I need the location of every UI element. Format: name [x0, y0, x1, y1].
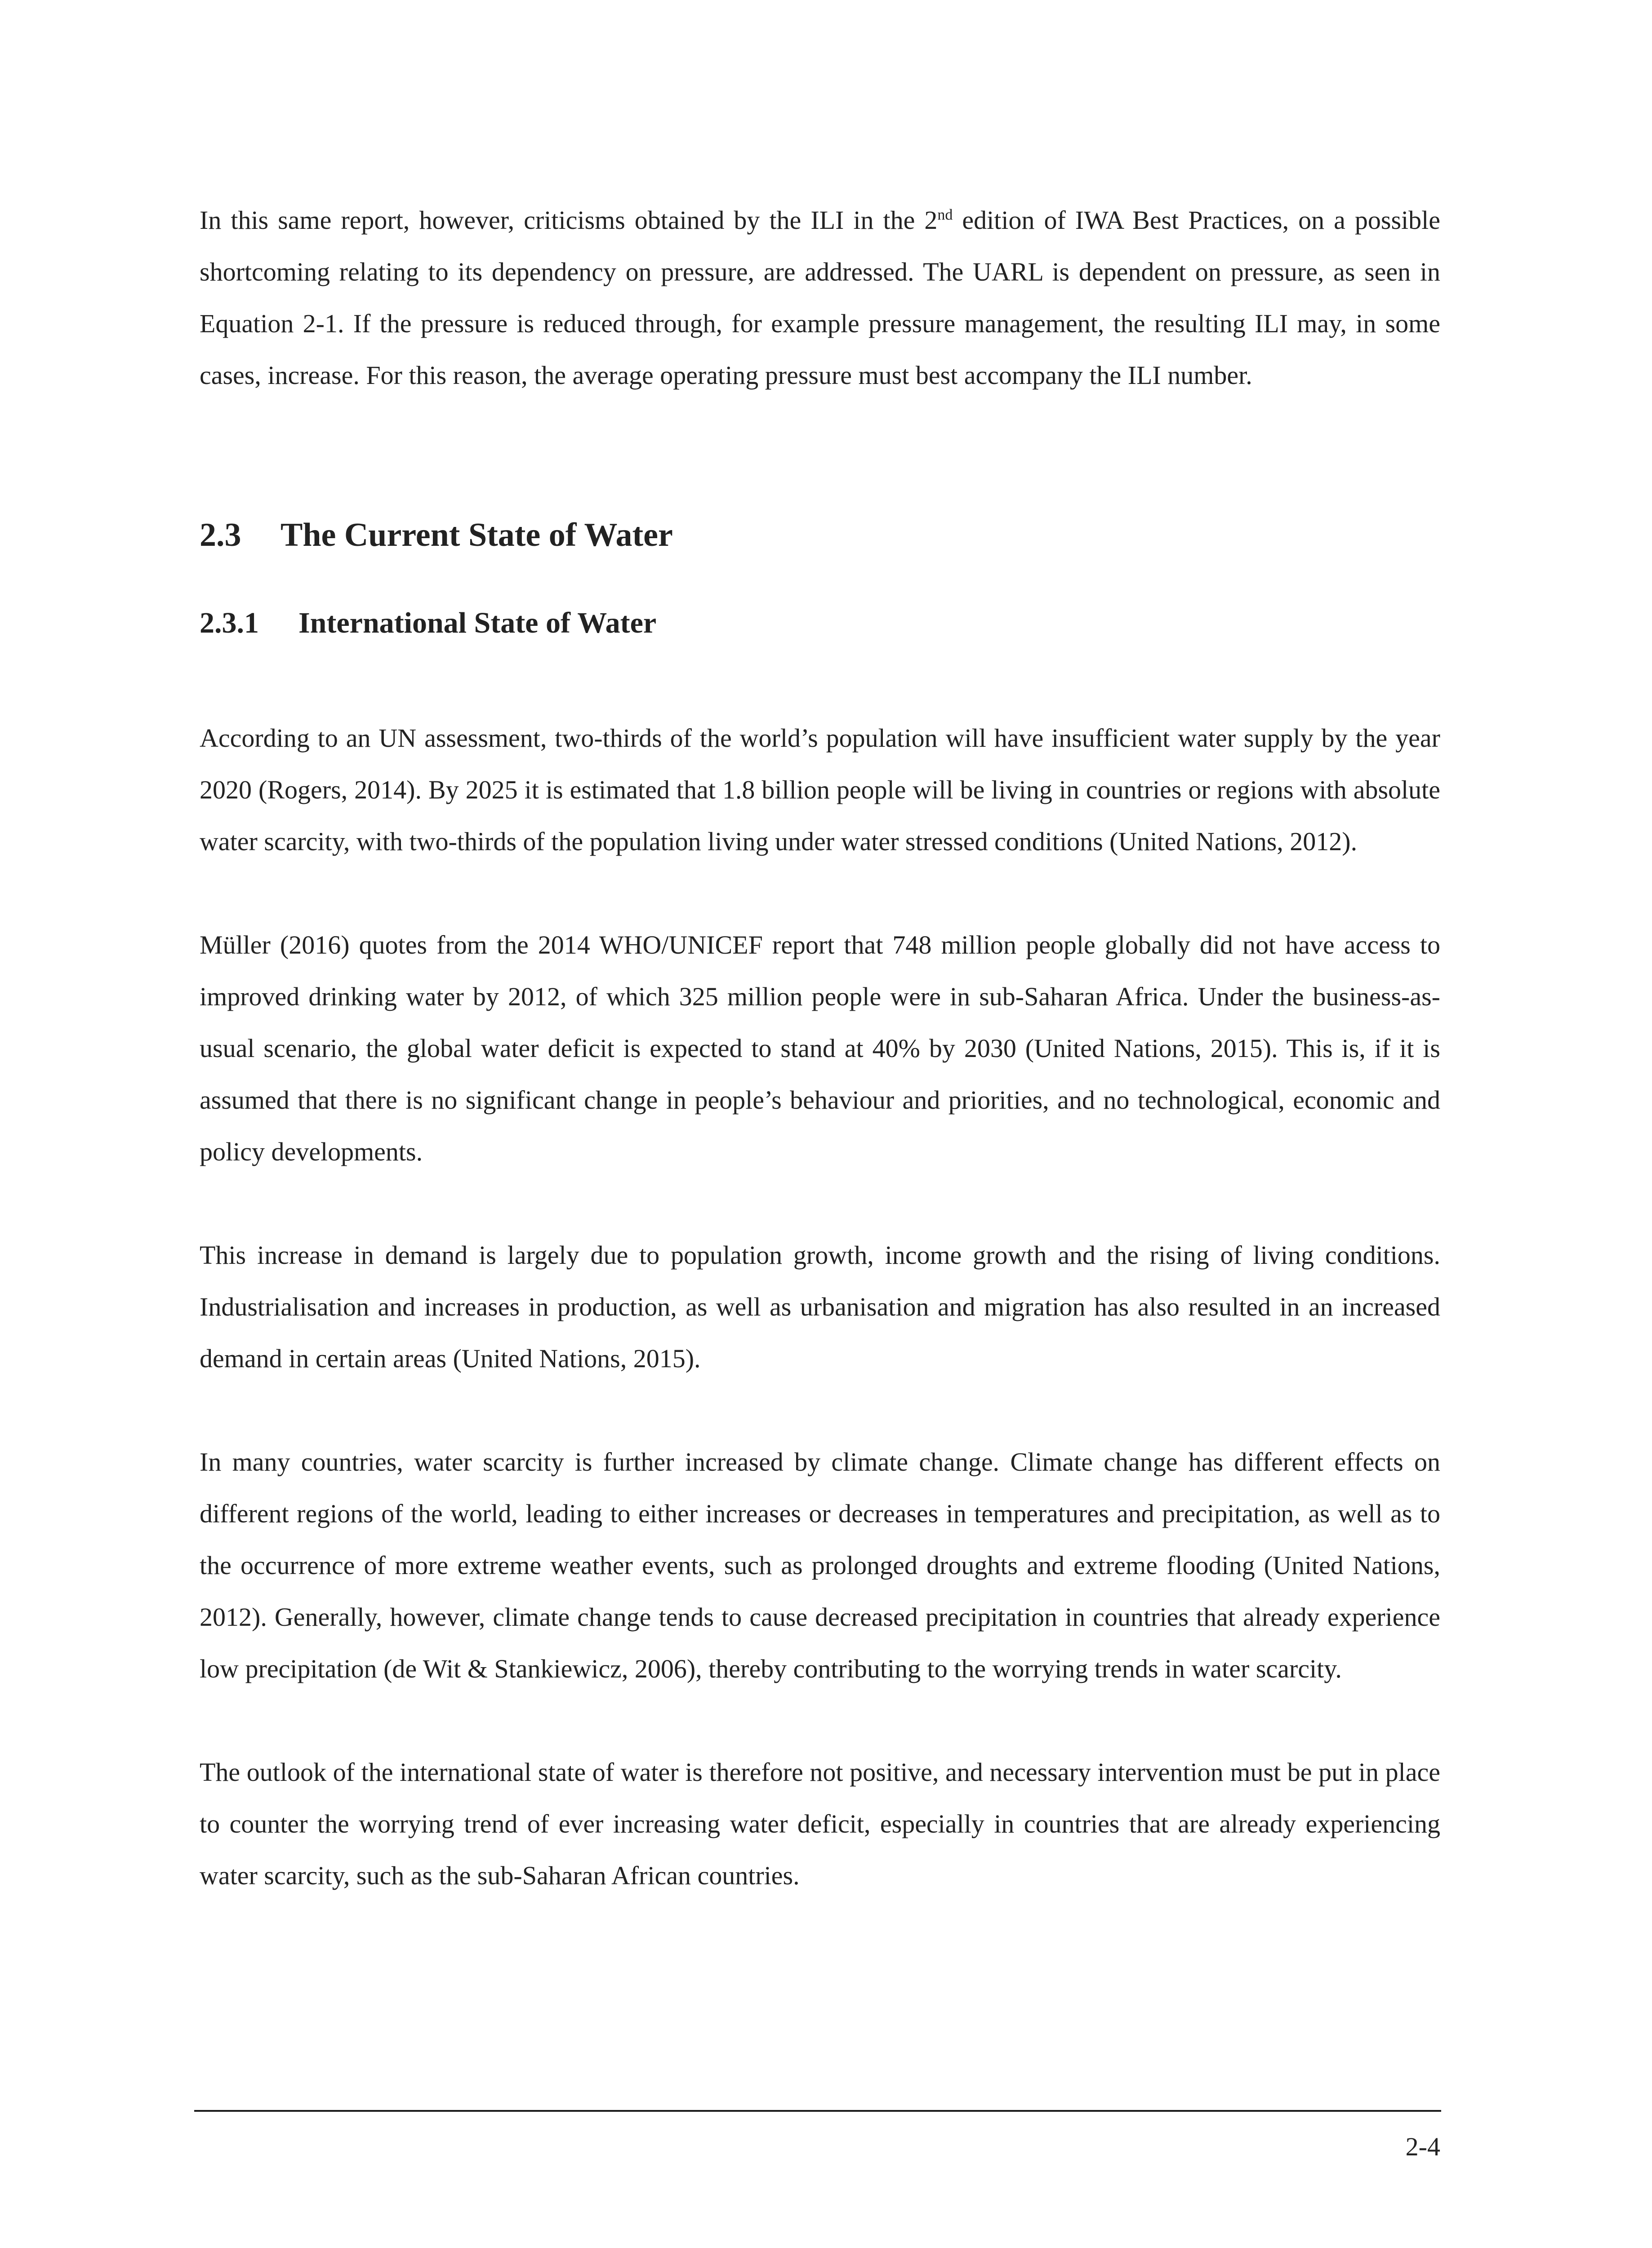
subsection-title: International State of Water [298, 607, 657, 639]
body-paragraph: In many countries, water scarcity is further increased by climate change. Climate change has different effects on different regions of the world, leading to either increases or decreases in temperatures and precipitation, as well as to the occurrence of more extreme weather events, such as prolonged droughts and extreme flooding (United Nations, 2012). Generally, however, climate change tends to cause decreased precipitation in countries that already experience low precipitation (de Wit & Stankiewicz, 2006), thereby contributing to the worrying trends in water scarcity. [200, 1447, 1440, 1683]
section-number: 2.3 [200, 517, 241, 553]
section-heading [200, 513, 1440, 557]
body-paragraph: According to an UN assessment, two-thirds of the world’s population will have insufficient water supply by the year 2020 (Rogers, 2014). By 2025 it is estimated that 1.8 billion people will be living in countries or regions with absolute water scarcity, with two-thirds of the population living under water stressed conditions (United Nations, 2012). [200, 723, 1440, 856]
section-title: The Current State of Water [281, 517, 673, 553]
footer-rule [194, 2110, 1441, 2112]
body-paragraph: The outlook of the international state of water is therefore not positive, and necessary intervention must be put in place to counter the worrying trend of ever increasing water deficit, especially in countries that are already experiencing water scarcity, such as the sub-Saharan African countries. [200, 1757, 1440, 1890]
intro-text-part1: In this same report, however, criticisms obtained by the ILI in the 2 [200, 205, 938, 235]
body-paragraph: Müller (2016) quotes from the 2014 WHO/UNICEF report that 748 million people globally did not have access to improved drinking water by 2012, of which 325 million people were in sub-Saharan Africa. Under the business-as-usual scenario, the global water deficit is expected to stand at 40% by 2030 (United Nations, 2015). This is, if it is assumed that there is no significant change in people’s behaviour and priorities, and no technological, economic and policy developments. [200, 930, 1440, 1166]
page-number: 2-4 [1405, 2132, 1440, 2161]
ordinal-superscript: nd [937, 206, 953, 223]
page-content [200, 194, 1440, 1901]
intro-paragraph [200, 194, 1440, 401]
subsection-number: 2.3.1 [200, 607, 259, 639]
subsection-heading [200, 602, 1440, 645]
intro-text-part2: edition of IWA Best Practices, on a possible shortcoming relating to its dependency on pressure, are addressed. The UARL is dependent on pressure, as seen in Equation 2-1. If the pressure is reduced through, for example pressure management, the resulting ILI may, in some cases, increase. For this reason, the average operating pressure must best accompany the ILI number. [200, 205, 1440, 390]
body-paragraph: This increase in demand is largely due to population growth, income growth and the rising of living conditions. Industrialisation and increases in production, as well as urbanisation and migration has also resulted in an increased demand in certain areas (United Nations, 2015). [200, 1240, 1440, 1373]
